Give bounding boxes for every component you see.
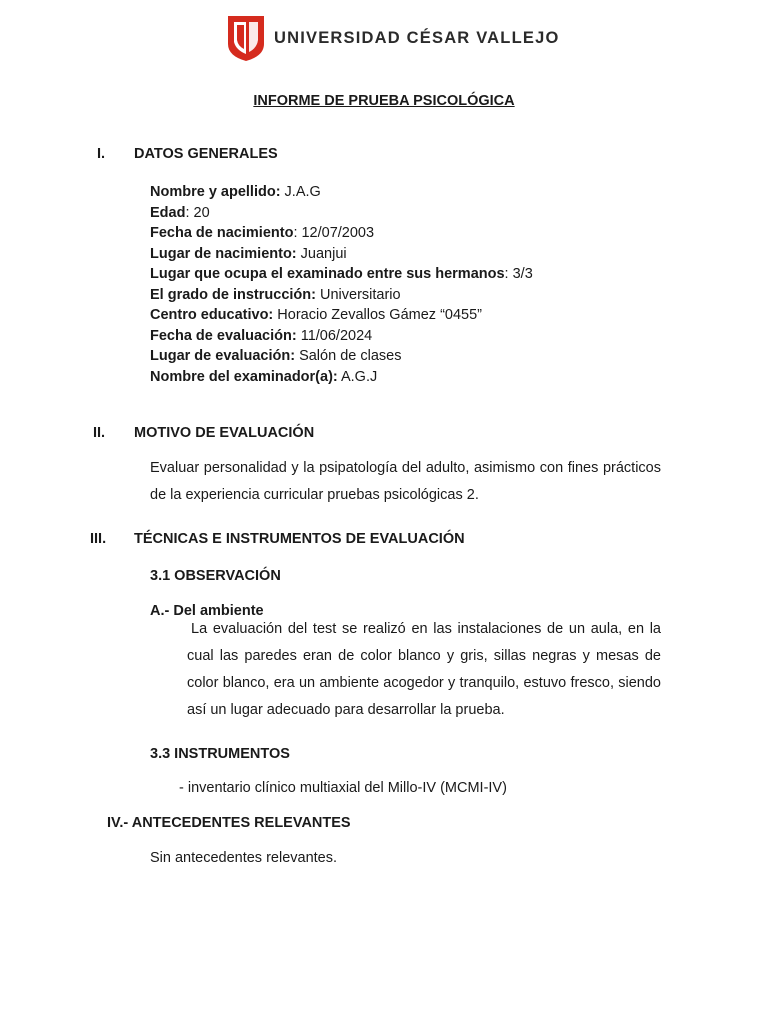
datos-row [150, 348, 401, 364]
datos-value: 11/06/2024 [296, 327, 373, 344]
datos-value: Juanjui [296, 245, 347, 262]
datos-row [150, 328, 372, 344]
page-title: INFORME DE PRUEBA PSICOLÓGICA [253, 93, 515, 109]
datos-row [150, 266, 533, 282]
logo-text: UNIVERSIDAD CÉSAR VALLEJO [274, 28, 560, 47]
datos-label: Lugar de evaluación: [150, 348, 296, 364]
datos-label: Nombre del examinador(a): [150, 368, 338, 385]
datos-row [150, 287, 401, 303]
ambiente-paragraph: La evaluación del test se realizó en las instalaciones de un aula, en la cual las paredes eran de color blanco y gris, sillas negras y mesas de color blanco, era un ambiente acogedor y tranquilo, estuvo fresco, siendo así un lugar adecuado para desarrollar la prueba. [187, 621, 661, 718]
section-4-heading: IV.- ANTECEDENTES RELEVANTES [107, 815, 351, 831]
motivo-paragraph: Evaluar personalidad y la psipatología del adulto, asimismo con fines prácticos de la experiencia curricular pruebas psicológicas 2. [150, 460, 661, 503]
subsection-observacion: 3.1 OBSERVACIÓN [150, 568, 281, 584]
datos-label: Lugar que ocupa el examinado entre sus hermanos [150, 266, 505, 282]
university-logo [226, 14, 559, 62]
datos-row [150, 225, 374, 241]
section-3-number: III. [90, 531, 107, 547]
subsection-ambiente: A.- Del ambiente [150, 603, 264, 619]
section-2-heading: MOTIVO DE EVALUACIÓN [134, 425, 315, 441]
section-1-number: I. [97, 146, 106, 162]
section-2-number: II. [93, 425, 106, 441]
datos-row [150, 205, 210, 221]
datos-value: A.G.J [337, 368, 378, 385]
subsection-instrumentos: 3.3 INSTRUMENTOS [150, 746, 290, 762]
university-shield-icon [226, 14, 266, 62]
datos-value: : 12/07/2003 [293, 225, 375, 241]
datos-value: Salón de clases [295, 348, 402, 364]
datos-value: Universitario [315, 286, 401, 303]
datos-label: Centro educativo: [150, 307, 274, 323]
datos-label: Nombre y apellido: [150, 184, 281, 200]
datos-label: El grado de instrucción: [150, 286, 316, 303]
datos-row [150, 184, 321, 200]
datos-label: Fecha de nacimiento [150, 225, 294, 241]
datos-row [150, 246, 347, 262]
datos-label: Lugar de nacimiento: [150, 245, 297, 262]
datos-label: Fecha de evaluación: [150, 327, 297, 344]
section-3-heading: TÉCNICAS E INSTRUMENTOS DE EVALUACIÓN [134, 531, 465, 547]
datos-value: Horacio Zevallos Gámez “0455” [273, 307, 482, 323]
section-1-heading: DATOS GENERALES [134, 146, 278, 162]
datos-value: : 3/3 [504, 266, 533, 282]
instrumento-item: - inventario clínico multiaxial del Millo-IV (MCMI-IV) [179, 780, 507, 796]
datos-value: J.A.G [280, 184, 321, 200]
datos-row [150, 369, 377, 385]
datos-row [150, 307, 482, 323]
antecedentes-text: Sin antecedentes relevantes. [150, 850, 338, 866]
datos-label: Edad [150, 204, 186, 221]
datos-value: : 20 [185, 204, 210, 221]
